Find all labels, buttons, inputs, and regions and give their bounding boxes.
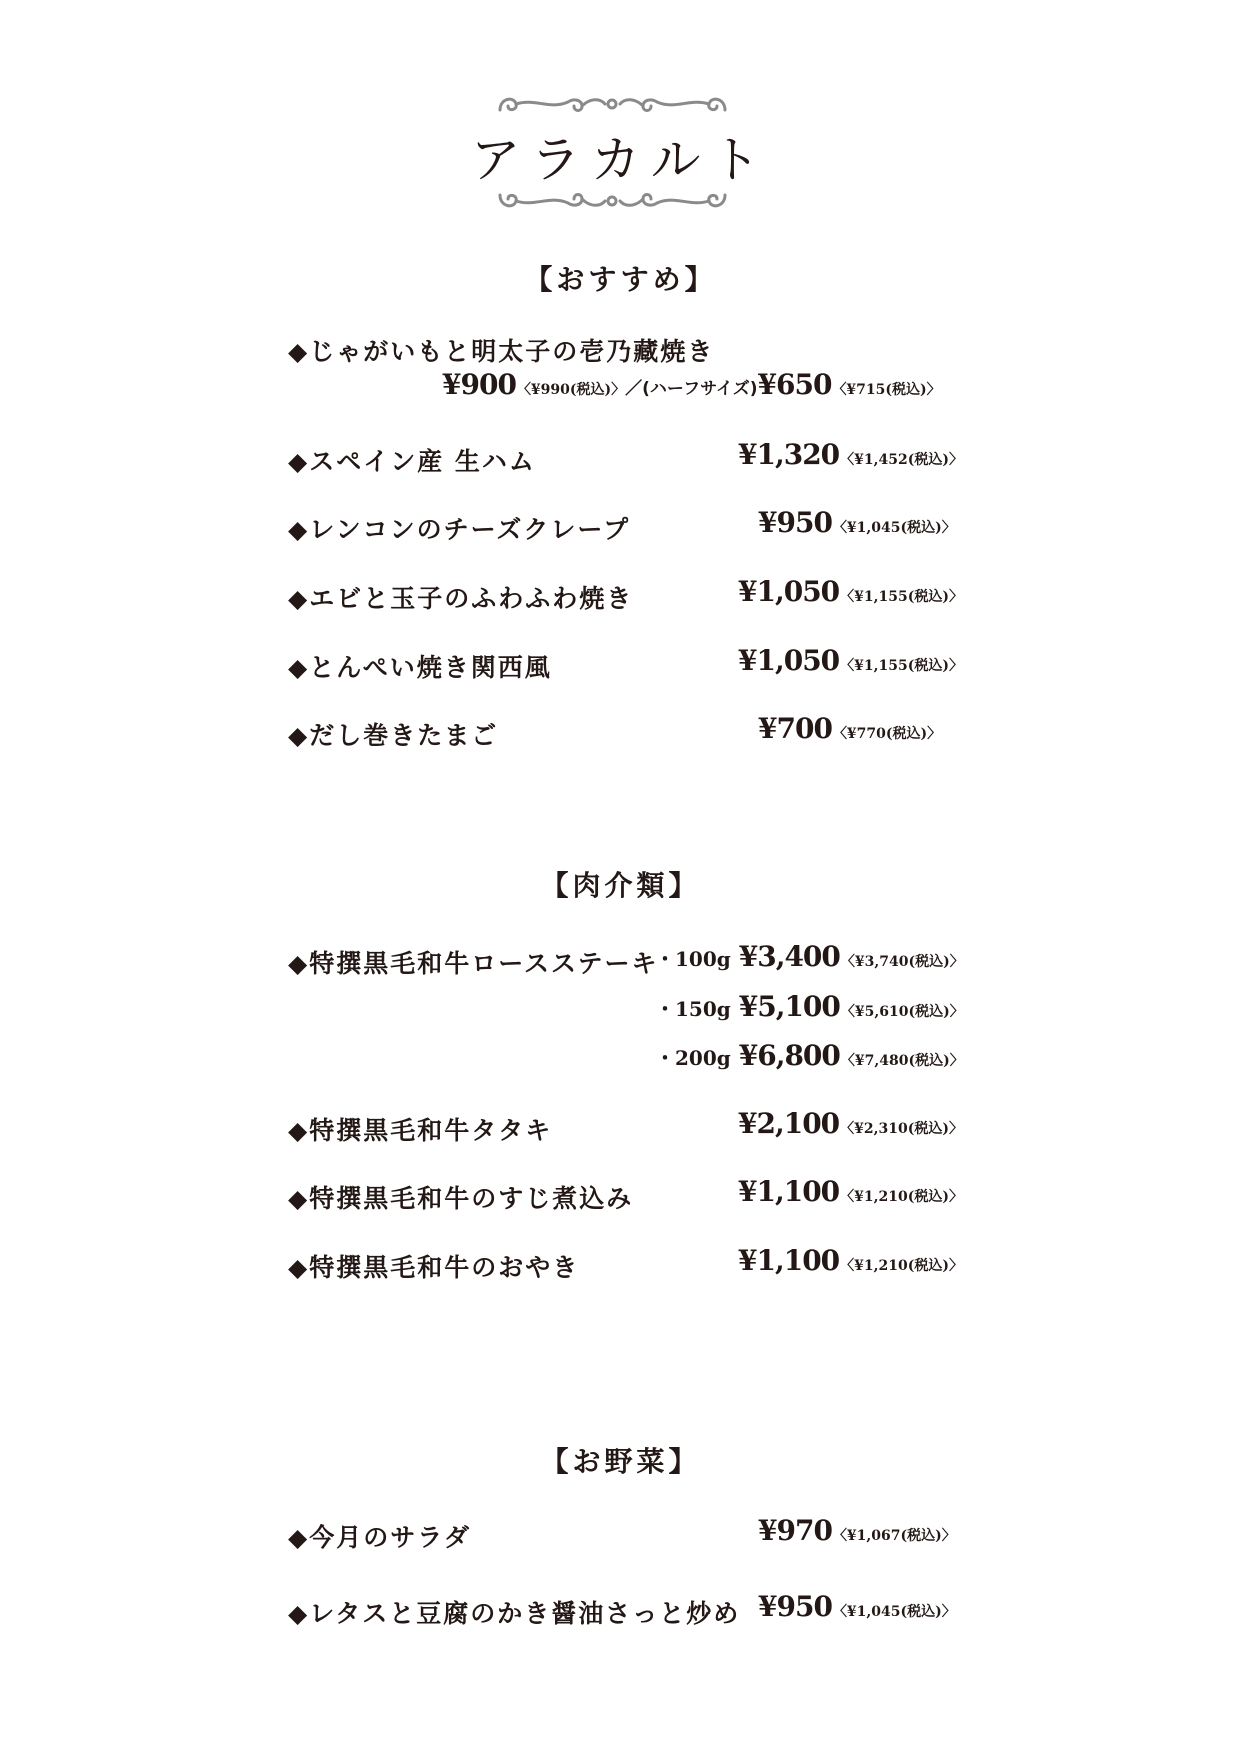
ornament-bottom (490, 183, 735, 215)
scroll-ornament-icon (490, 88, 735, 120)
price: ¥700 (758, 712, 832, 745)
price-tax-included: 〈¥770(税込)〉 (832, 726, 942, 742)
menu-item-name: ◆特撰黒毛和牛のおやき (288, 1253, 580, 1282)
price-tax-included: 〈¥3,740(税込)〉 (840, 954, 964, 970)
menu-item-price-row (738, 1175, 963, 1208)
price: ¥3,400 (738, 940, 840, 973)
menu-item-name: ◆レタスと豆腐のかき醤油さっと炒め (288, 1599, 741, 1628)
menu-item-name: ◆特撰黒毛和牛のすじ煮込み (288, 1184, 634, 1213)
price-separator: ／ (625, 379, 643, 399)
price-tax-included: 〈¥5,610(税込)〉 (840, 1004, 964, 1020)
price-tax-included: 〈¥1,210(税込)〉 (840, 1258, 963, 1274)
half-size-label: (ハーフサイズ) (642, 379, 758, 399)
menu-item-name: ◆今月のサラダ (288, 1523, 471, 1552)
menu-item-price-row (758, 1514, 956, 1547)
menu-item-name: ◆レンコンのチーズクレープ (288, 515, 631, 544)
price: ¥2,100 (738, 1107, 840, 1140)
price-tax-included: 〈¥1,067(税込)〉 (832, 1528, 956, 1544)
price: ¥5,100 (738, 990, 840, 1023)
price: ¥6,800 (738, 1039, 840, 1072)
menu-item-name: ◆特撰黒毛和牛ロースステーキ (288, 949, 659, 978)
half-size-price-tax-included: 〈¥715(税込)〉 (832, 382, 941, 398)
menu-item-name: ◆じゃがいもと明太子の壱乃藏焼き (288, 337, 715, 366)
menu-item-price-row (758, 506, 956, 539)
price: ¥1,320 (738, 438, 840, 471)
steak-option-row (655, 940, 964, 973)
section-heading-vegetables: 【お野菜】 (540, 1445, 701, 1478)
menu-item-price-row (758, 1590, 956, 1623)
menu-item-price-row (738, 575, 963, 608)
steak-weight: ・200g (655, 1046, 731, 1070)
menu-item-price-row (758, 712, 941, 745)
price-tax-included: 〈¥1,155(税込)〉 (840, 589, 963, 605)
price: ¥1,050 (738, 575, 840, 608)
price-tax-included: 〈¥990(税込)〉 (516, 382, 626, 398)
steak-weight: ・100g (655, 947, 731, 971)
half-size-price: ¥650 (757, 368, 832, 401)
menu-item-price-row (442, 368, 941, 401)
price-tax-included: 〈¥2,310(税込)〉 (840, 1121, 963, 1137)
menu-item-price-row (738, 1244, 963, 1277)
price-tax-included: 〈¥1,155(税込)〉 (840, 658, 963, 674)
price: ¥900 (442, 368, 516, 401)
price: ¥1,100 (738, 1244, 840, 1277)
price: ¥950 (758, 506, 832, 539)
price-tax-included: 〈¥1,452(税込)〉 (840, 452, 963, 468)
menu-item-name: ◆だし巻きたまご (288, 721, 499, 750)
menu-item-name: ◆とんぺい焼き関西風 (288, 653, 552, 682)
menu-item-name: ◆特撰黒毛和牛タタキ (288, 1116, 553, 1145)
menu-item-price-row (738, 644, 963, 677)
price: ¥950 (758, 1590, 832, 1623)
section-heading-recommend: 【おすすめ】 (524, 263, 717, 296)
scroll-ornament-icon (490, 183, 735, 215)
ornament-top (490, 88, 735, 120)
price: ¥1,050 (738, 644, 840, 677)
menu-item-price-row (738, 1107, 963, 1140)
steak-option-row (655, 990, 964, 1023)
price-tax-included: 〈¥1,045(税込)〉 (832, 520, 956, 536)
price-tax-included: 〈¥1,210(税込)〉 (840, 1189, 963, 1205)
section-heading-meat: 【肉介類】 (540, 869, 701, 902)
page-title: アラカルト (470, 131, 771, 189)
steak-option-row (655, 1039, 964, 1072)
menu-item-name: ◆スペイン産 生ハム (288, 447, 536, 476)
price: ¥1,100 (738, 1175, 840, 1208)
price-tax-included: 〈¥1,045(税込)〉 (832, 1604, 956, 1620)
menu-item-price-row (738, 438, 963, 471)
menu-item-name: ◆エビと玉子のふわふわ焼き (288, 584, 634, 613)
steak-weight: ・150g (655, 997, 731, 1021)
price: ¥970 (758, 1514, 832, 1547)
price-tax-included: 〈¥7,480(税込)〉 (840, 1053, 964, 1069)
